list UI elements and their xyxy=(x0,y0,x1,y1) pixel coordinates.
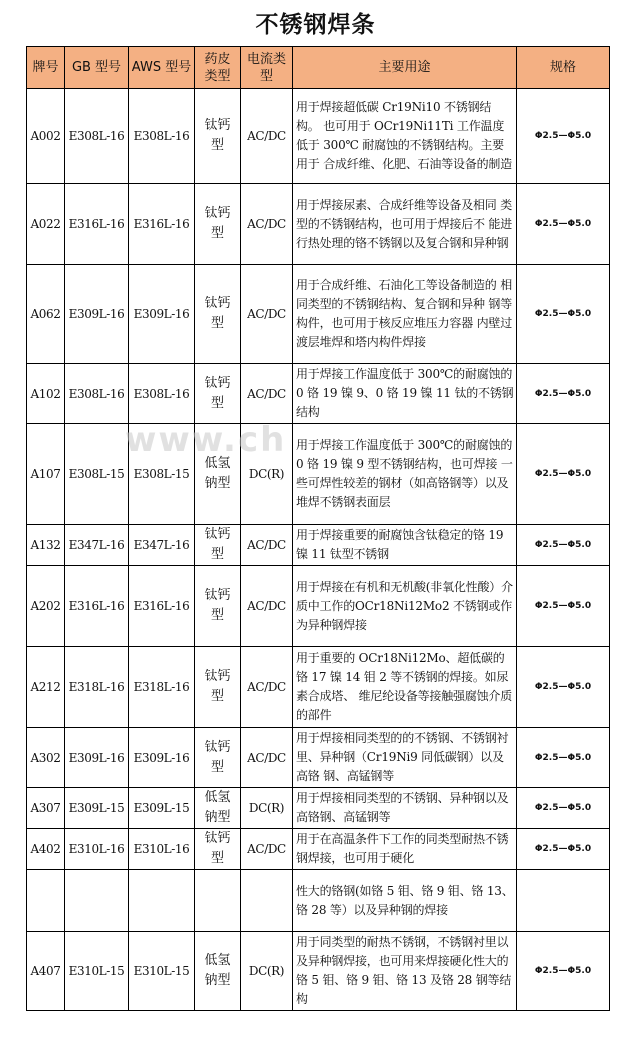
table-row xyxy=(27,89,610,184)
brand-cell: A202 xyxy=(27,566,65,647)
gb-model-cell: E308L-16 xyxy=(65,364,129,424)
aws-model-cell: E318L-16 xyxy=(129,647,195,728)
current-type-cell: AC/DC xyxy=(241,184,293,265)
gb-model-cell: E310L-15 xyxy=(65,932,129,1011)
aws-model-cell: E308L-16 xyxy=(129,89,195,184)
coating-type-cell xyxy=(195,265,241,364)
spec-cell: Φ2.5—Φ5.0 xyxy=(517,728,610,788)
table-row xyxy=(27,424,610,525)
electrode-table xyxy=(26,46,610,1011)
header-gb-model: GB 型号 xyxy=(65,47,129,89)
brand-cell: A402 xyxy=(27,829,65,870)
coating-type-line: 低氢 xyxy=(204,953,231,968)
table-row xyxy=(27,265,610,364)
table-row xyxy=(27,525,610,566)
header-brand: 牌号 xyxy=(27,47,65,89)
gb-model-cell: E316L-16 xyxy=(65,566,129,647)
aws-model-cell xyxy=(129,870,195,932)
usage-cell: 用于焊接相同类型的的不锈钢、不锈钢衬 里、异种钢（Cr19Ni9 同低碳钢）以及高铬 钢、高锰钢等 xyxy=(293,728,517,788)
header-current-line-1: 电流类 xyxy=(246,51,286,67)
table-header-row xyxy=(27,47,610,89)
spec-cell: Φ2.5—Φ5.0 xyxy=(517,265,610,364)
current-type-cell xyxy=(241,870,293,932)
coating-type-cell xyxy=(195,788,241,829)
table-row xyxy=(27,647,610,728)
coating-type-line: 型 xyxy=(210,138,224,153)
coating-type-line: 钛钙 xyxy=(204,296,231,311)
header-coating-line-2: 类型 xyxy=(204,68,231,84)
table-row xyxy=(27,932,610,1011)
table-row xyxy=(27,728,610,788)
usage-cell: 性大的铬钢(如铬 5 钼、铬 9 钼、铬 13、铬 28 等）以及异种钢的焊接 xyxy=(293,870,517,932)
usage-cell: 用于焊接在有机和无机酸(非氧化性酸）介质中工作的OCr18Ni12Mo2 不锈钢或作为异种钢焊接 xyxy=(293,566,517,647)
aws-model-cell: E347L-16 xyxy=(129,525,195,566)
brand-cell: A132 xyxy=(27,525,65,566)
coating-type-cell xyxy=(195,932,241,1011)
usage-cell: 用于焊接重要的耐腐蚀含钛稳定的铬 19 镍 11 钛型不锈钢 xyxy=(293,525,517,566)
coating-type-line: 低氢 xyxy=(204,790,231,805)
spec-cell: Φ2.5—Φ5.0 xyxy=(517,89,610,184)
header-aws-model: AWS 型号 xyxy=(129,47,195,89)
gb-model-cell: E316L-16 xyxy=(65,184,129,265)
coating-type-line: 钛钙 xyxy=(204,118,231,133)
page-title: 不锈钢焊条 xyxy=(255,12,376,38)
coating-type-cell xyxy=(195,424,241,525)
coating-type-cell xyxy=(195,647,241,728)
header-coating-type xyxy=(195,47,241,89)
table-row xyxy=(27,184,610,265)
gb-model-cell: E309L-15 xyxy=(65,788,129,829)
coating-type-line: 型 xyxy=(210,759,224,775)
spec-cell: Φ2.5—Φ5.0 xyxy=(517,566,610,647)
header-coating-line-1: 药皮 xyxy=(204,51,231,67)
coating-type-line: 低氢 xyxy=(204,456,231,471)
coating-type-cell xyxy=(195,870,241,932)
spec-cell xyxy=(517,870,610,932)
coating-type-line: 钛钙 xyxy=(204,206,231,221)
gb-model-cell: E308L-15 xyxy=(65,424,129,525)
coating-type-line: 钠型 xyxy=(204,476,231,491)
coating-type-line: 型 xyxy=(210,608,224,623)
coating-type-line: 型 xyxy=(210,226,224,241)
usage-cell: 用于焊接工作温度低于 300℃的耐腐蚀的 0 铬 19 镍 9 型不锈钢结构，也可焊接 一些可焊性较差的钢材（如高铬钢等）以及堆焊不锈钢表面层 xyxy=(293,424,517,525)
usage-cell: 用于焊接相同类型的不锈钢、异种钢以及高铬钢、高锰钢等 xyxy=(293,788,517,829)
table-row xyxy=(27,870,610,932)
brand-cell: A022 xyxy=(27,184,65,265)
usage-cell: 用于焊接工作温度低于 300℃的耐腐蚀的 0 铬 19 镍 9、0 铬 19 镍 11 钛的不锈钢结构 xyxy=(293,364,517,424)
spec-cell: Φ2.5—Φ5.0 xyxy=(517,424,610,525)
watermark: www.ch xyxy=(125,420,287,460)
gb-model-cell: E309L-16 xyxy=(65,265,129,364)
coating-type-cell xyxy=(195,89,241,184)
coating-type-line: 钛钙 xyxy=(204,527,231,542)
brand-cell: A107 xyxy=(27,424,65,525)
header-main-usage: 主要用途 xyxy=(293,47,517,89)
spec-cell: Φ2.5—Φ5.0 xyxy=(517,647,610,728)
aws-model-cell: E316L-16 xyxy=(129,566,195,647)
current-type-cell: AC/DC xyxy=(241,525,293,566)
header-spec: 规格 xyxy=(517,47,610,89)
coating-type-line: 型 xyxy=(210,689,224,704)
current-type-cell: AC/DC xyxy=(241,829,293,870)
gb-model-cell: E308L-16 xyxy=(65,89,129,184)
gb-model-cell: E347L-16 xyxy=(65,525,129,566)
coating-type-line: 型 xyxy=(210,851,224,866)
usage-cell: 用于重要的 OCr18Ni12Mo、超低碳的铬 17 镍 14 钼 2 等不锈钢的焊接。如尿素合成塔、 维尼纶设备等接触强腐蚀介质的部件 xyxy=(293,647,517,728)
spec-cell: Φ2.5—Φ5.0 xyxy=(517,932,610,1011)
current-type-cell: AC/DC xyxy=(241,364,293,424)
coating-type-cell xyxy=(195,566,241,647)
table-row xyxy=(27,364,610,424)
spec-cell: Φ2.5—Φ5.0 xyxy=(517,788,610,829)
brand-cell: A062 xyxy=(27,265,65,364)
coating-type-cell xyxy=(195,184,241,265)
coating-type-cell xyxy=(195,728,241,788)
coating-type-line: 型 xyxy=(210,395,224,411)
usage-cell: 用于在高温条件下工作的同类型耐热不锈 钢焊接，也可用于硬化 xyxy=(293,829,517,870)
coating-type-line: 钛钙 xyxy=(204,669,231,684)
aws-model-cell: E308L-15 xyxy=(129,424,195,525)
coating-type-line: 钛钙 xyxy=(204,375,231,391)
usage-cell: 用于合成纤维、石油化工等设备制造的 相同类型的不锈钢结构、复合钢和异种 钢等构件，也可用于核反应堆压力容器 内壁过渡层堆焊和塔内构件焊接 xyxy=(293,265,517,364)
spec-cell: Φ2.5—Φ5.0 xyxy=(517,364,610,424)
brand-cell xyxy=(27,870,65,932)
usage-cell: 用于同类型的耐热不锈钢，不锈钢衬里以 及异种钢焊接，也可用来焊接硬化性大的 铬 5 钼、铬 9 钼、铬 13 及铬 28 钢等结构 xyxy=(293,932,517,1011)
aws-model-cell: E310L-16 xyxy=(129,829,195,870)
usage-cell: 用于焊接超低碳 Cr19Ni10 不锈钢结构。 也可用于 OCr19Ni11Ti 工作温度低于 300℃ 耐腐蚀的不锈钢结构。主要用于 合成纤维、化肥、石油等设备的制造 xyxy=(293,89,517,184)
brand-cell: A307 xyxy=(27,788,65,829)
brand-cell: A302 xyxy=(27,728,65,788)
gb-model-cell: E318L-16 xyxy=(65,647,129,728)
current-type-cell: AC/DC xyxy=(241,728,293,788)
current-type-cell: AC/DC xyxy=(241,566,293,647)
coating-type-line: 钛钙 xyxy=(204,588,231,603)
brand-cell: A102 xyxy=(27,364,65,424)
gb-model-cell: E310L-16 xyxy=(65,829,129,870)
brand-cell: A002 xyxy=(27,89,65,184)
current-type-cell: AC/DC xyxy=(241,647,293,728)
brand-cell: A407 xyxy=(27,932,65,1011)
aws-model-cell: E309L-16 xyxy=(129,728,195,788)
coating-type-line: 钛钙 xyxy=(204,739,231,755)
current-type-cell: DC(R) xyxy=(241,424,293,525)
spec-cell: Φ2.5—Φ5.0 xyxy=(517,525,610,566)
coating-type-line: 钠型 xyxy=(204,973,231,988)
table-row xyxy=(27,829,610,870)
current-type-cell: DC(R) xyxy=(241,788,293,829)
coating-type-line: 钠型 xyxy=(204,810,231,825)
gb-model-cell xyxy=(65,870,129,932)
aws-model-cell: E309L-16 xyxy=(129,265,195,364)
current-type-cell: AC/DC xyxy=(241,89,293,184)
header-current-type xyxy=(241,47,293,89)
aws-model-cell: E309L-15 xyxy=(129,788,195,829)
coating-type-cell xyxy=(195,829,241,870)
header-current-line-2: 型 xyxy=(259,68,273,84)
spec-cell: Φ2.5—Φ5.0 xyxy=(517,829,610,870)
spec-cell: Φ2.5—Φ5.0 xyxy=(517,184,610,265)
brand-cell: A212 xyxy=(27,647,65,728)
coating-type-line: 钛钙 xyxy=(204,831,231,846)
table-row xyxy=(27,566,610,647)
coating-type-cell xyxy=(195,364,241,424)
coating-type-cell xyxy=(195,525,241,566)
current-type-cell: AC/DC xyxy=(241,265,293,364)
coating-type-line: 型 xyxy=(210,316,224,331)
current-type-cell: DC(R) xyxy=(241,932,293,1011)
gb-model-cell: E309L-16 xyxy=(65,728,129,788)
coating-type-line: 型 xyxy=(210,547,224,562)
usage-cell: 用于焊接尿素、合成纤维等设备及相同 类型的不锈钢结构，也可用于焊接后不 能进行热处理的铬不锈钢以及复合钢和异种钢 xyxy=(293,184,517,265)
table-row xyxy=(27,788,610,829)
aws-model-cell: E310L-15 xyxy=(129,932,195,1011)
aws-model-cell: E316L-16 xyxy=(129,184,195,265)
aws-model-cell: E308L-16 xyxy=(129,364,195,424)
